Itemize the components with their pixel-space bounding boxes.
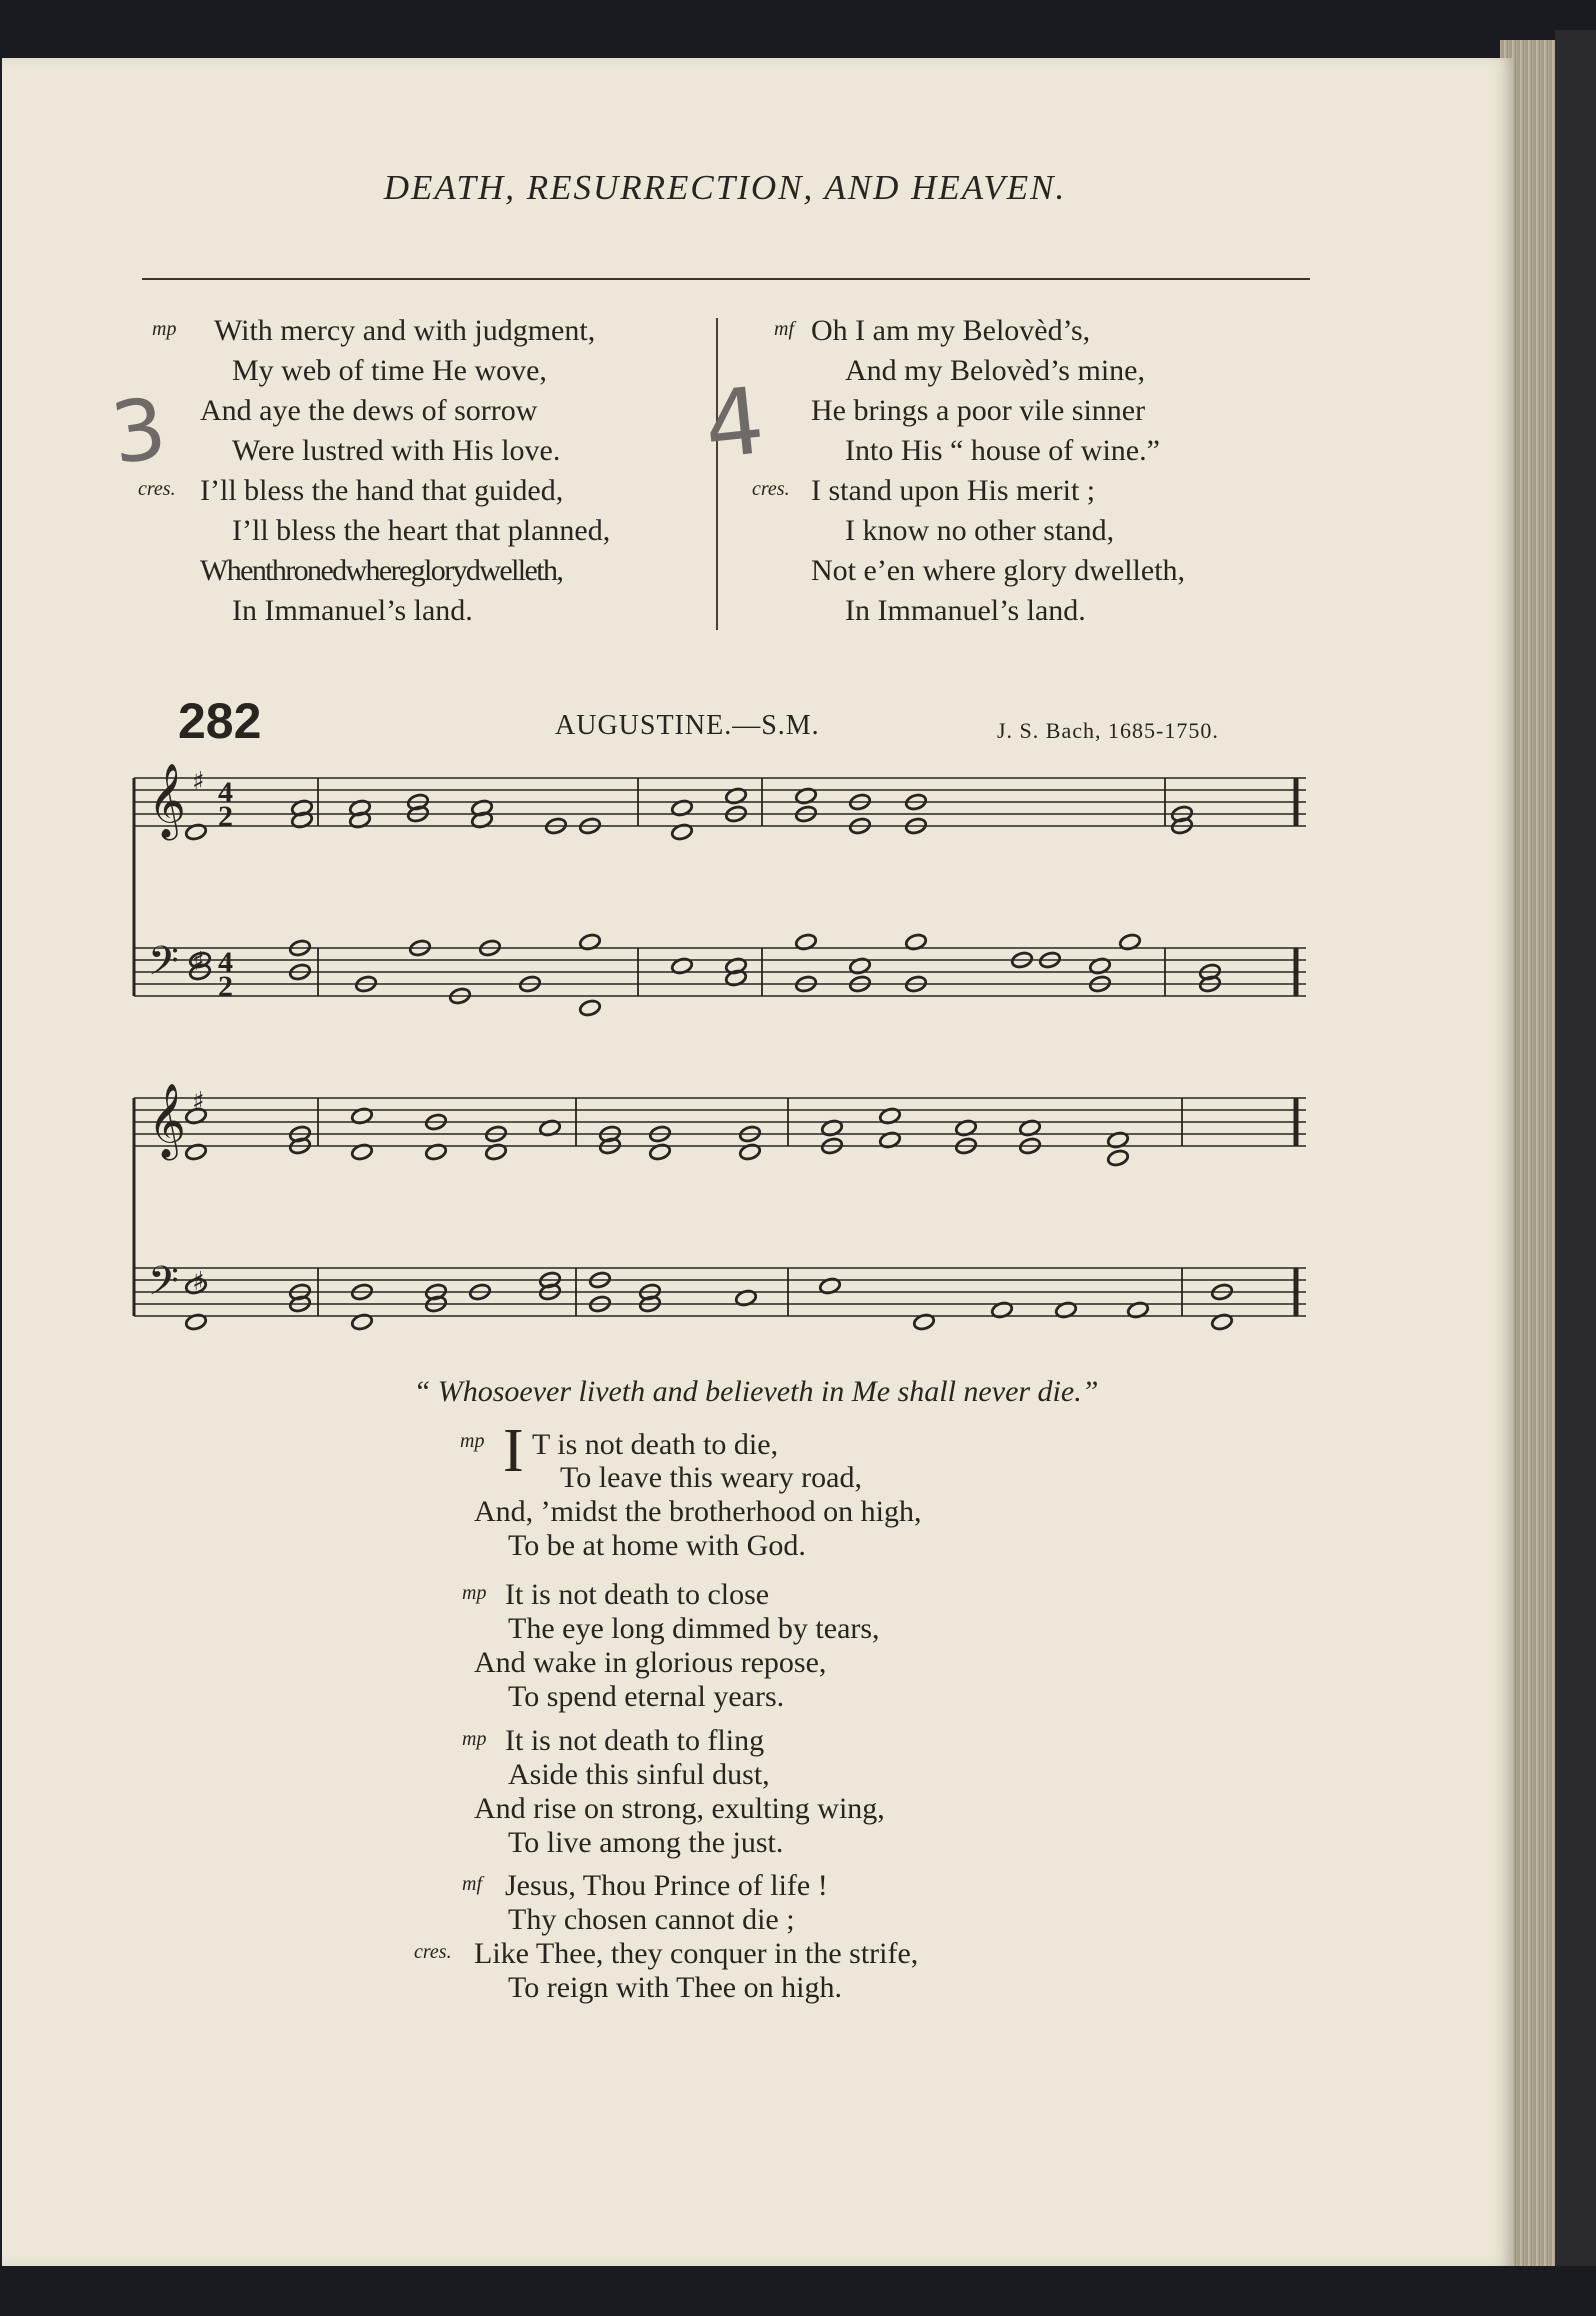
verse-line: And aye the dews of sorrow	[200, 394, 538, 427]
verse-line: To spend eternal years.	[508, 1680, 785, 1713]
verse-line: I stand upon His merit ;	[811, 474, 1096, 507]
bass-clef: 𝄢	[148, 938, 179, 994]
verse-line: Not e’en where glory dwelleth,	[811, 554, 1186, 587]
time-signature-bottom: 2	[218, 970, 233, 1003]
note-head	[1106, 1149, 1129, 1168]
time-signature-bottom: 2	[218, 800, 233, 833]
tune-name: AUGUSTINE.—S.M.	[555, 710, 820, 741]
book-binding-bottom	[0, 2266, 1596, 2316]
composer: J. S. Bach, 1685-1750.	[997, 718, 1219, 743]
dynamic-mark: mp	[462, 1728, 487, 1750]
hymn-number: 282	[178, 693, 262, 749]
pencil-note-3: 3	[105, 378, 173, 484]
verse-line: T is not death to die,	[532, 1428, 779, 1461]
verse-line: Thy chosen cannot die ;	[508, 1903, 795, 1936]
verse-line: To leave this weary road,	[560, 1461, 862, 1494]
verse-line: My web of time He wove,	[232, 354, 547, 387]
time-signature-top: 4	[218, 776, 233, 809]
note-head	[578, 999, 601, 1018]
verse-line: And my Belovèd’s mine,	[845, 354, 1145, 387]
key-signature-sharp: ♯	[192, 947, 205, 977]
verse-line: Oh I am my Belovèd’s,	[811, 314, 1091, 347]
key-signature-sharp: ♯	[192, 1267, 205, 1297]
dynamic-mark: cres.	[752, 478, 790, 500]
verse-line: And rise on strong, exulting wing,	[474, 1792, 885, 1825]
verse-line: I know no other stand,	[845, 514, 1115, 547]
dynamic-mark: mf	[462, 1873, 482, 1895]
scripture-epigraph: “ Whosoever liveth and believeth in Me shall never die.”	[413, 1375, 1099, 1408]
treble-clef: 𝄞	[148, 764, 186, 838]
verse-line: To live among the just.	[508, 1826, 784, 1859]
dynamic-mark: mp	[460, 1430, 485, 1452]
drop-cap: I	[503, 1417, 524, 1485]
verse-line: It is not death to close	[505, 1578, 770, 1611]
verse-line: To reign with Thee on high.	[508, 1971, 842, 2004]
verse-line: When throned where glory dwelleth,	[200, 554, 563, 587]
dynamic-mark: mp	[462, 1582, 487, 1604]
pencil-note-4: 4	[699, 367, 769, 480]
verse-line: Into His “ house of wine.”	[845, 434, 1160, 467]
dynamic-mark: mf	[774, 318, 794, 340]
dynamic-mark: mp	[152, 318, 177, 340]
dynamic-mark: cres.	[138, 478, 176, 500]
verse-line: Were lustred with His love.	[232, 434, 561, 467]
verse-line: In Immanuel’s land.	[232, 594, 473, 627]
dynamic-mark: cres.	[414, 1941, 452, 1963]
bass-clef: 𝄢	[148, 1258, 179, 1314]
verse-line: Aside this sinful dust,	[508, 1758, 770, 1791]
verse-line: And, ’midst the brotherhood on high,	[474, 1495, 922, 1528]
verse-line: And wake in glorious repose,	[474, 1646, 827, 1679]
key-signature-sharp: ♯	[192, 1087, 205, 1117]
book-cover-edge	[1555, 30, 1596, 2290]
verse-line: Like Thee, they conquer in the strife,	[474, 1937, 919, 1970]
verse-line: He brings a poor vile sinner	[811, 394, 1146, 427]
running-head: DEATH, RESURRECTION, AND HEAVEN.	[383, 168, 1067, 207]
verse-line: It is not death to fling	[505, 1724, 765, 1757]
key-signature-sharp: ♯	[192, 767, 205, 797]
verse-line: I’ll bless the heart that planned,	[232, 514, 611, 547]
verse-line: Jesus, Thou Prince of life !	[505, 1869, 828, 1902]
verse-line: I’ll bless the hand that guided,	[200, 474, 564, 507]
verse-line: The eye long dimmed by tears,	[508, 1612, 880, 1645]
treble-clef: 𝄞	[148, 1084, 186, 1158]
verse-line: To be at home with God.	[508, 1529, 806, 1562]
verse-line: With mercy and with judgment,	[214, 314, 596, 347]
time-signature-top: 4	[218, 946, 233, 979]
verse-line: In Immanuel’s land.	[845, 594, 1086, 627]
